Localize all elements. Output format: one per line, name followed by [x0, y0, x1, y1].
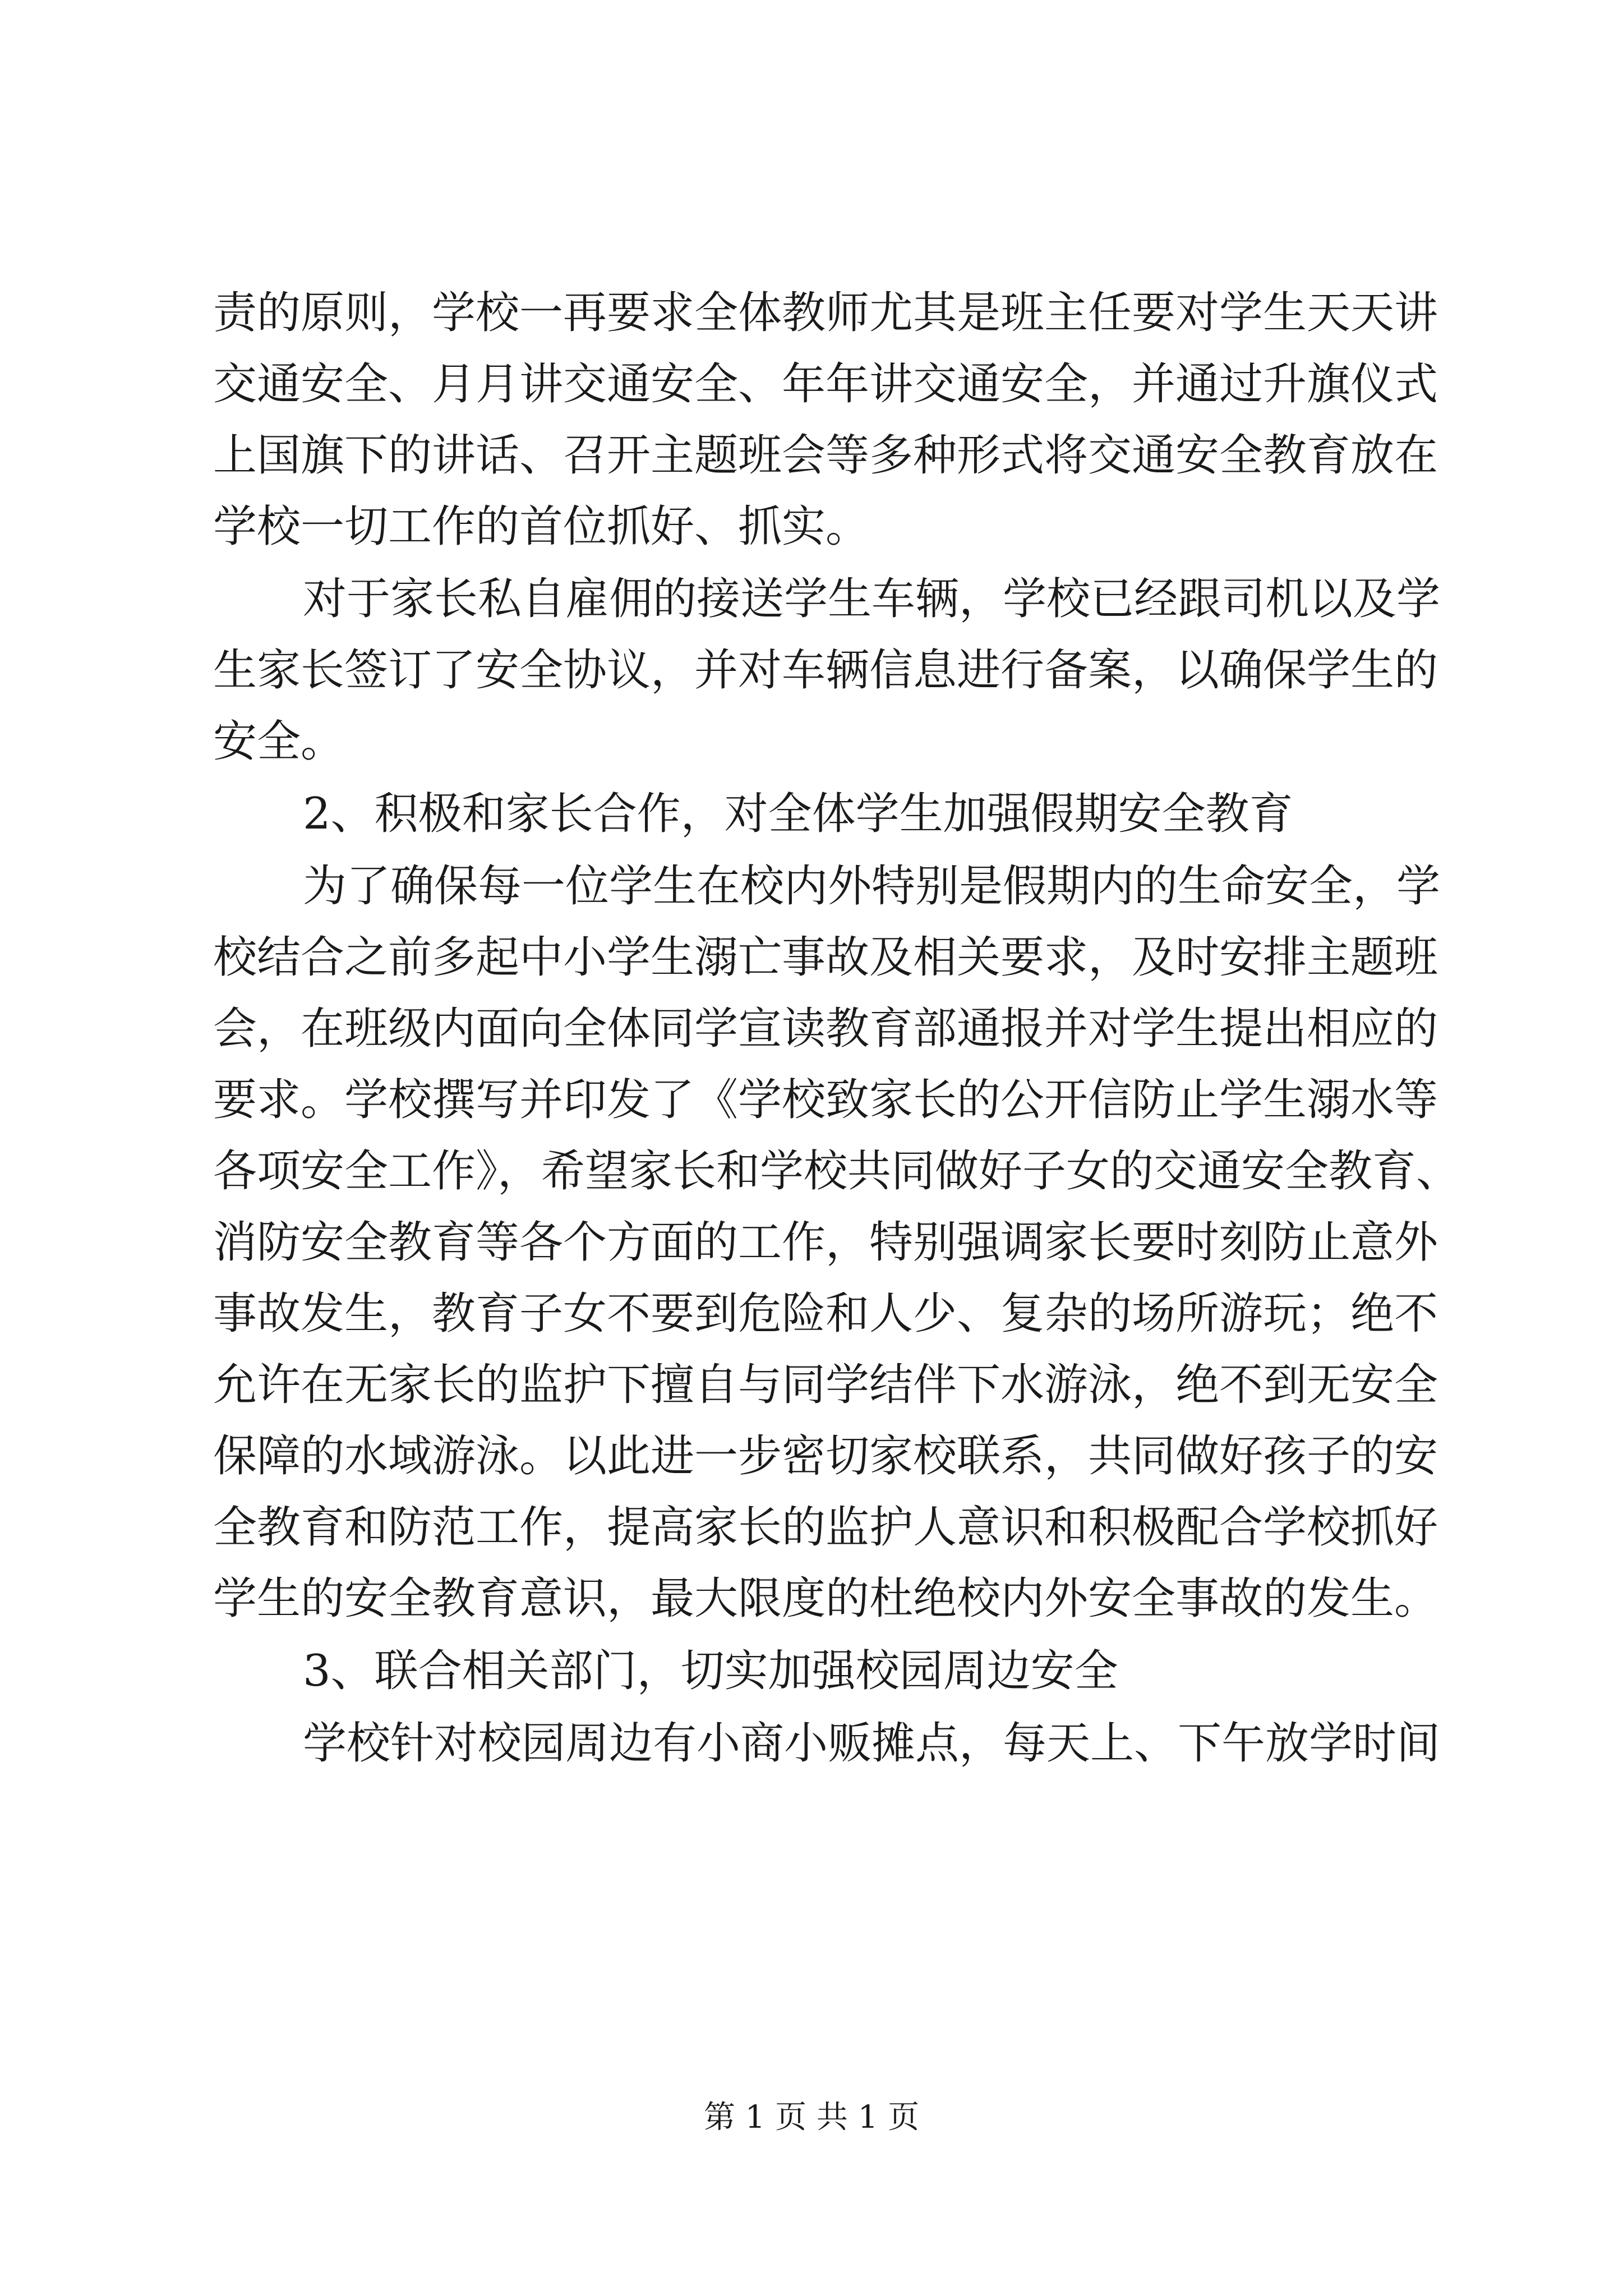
text-line: 学生的安全教育意识，最大限度的杜绝校内外安全事故的发生。 [213, 1573, 1438, 1624]
text-line: 消防安全教育等各个方面的工作，特别强调家长要时刻防止意外 [213, 1217, 1438, 1268]
text-line: 会，在班级内面向全体同学宣读教育部通报并对学生提出相应的 [213, 1004, 1438, 1054]
text-line-indented: 对于家长私自雇佣的接送学生车辆，学校已经跟司机以及学 [303, 574, 1441, 624]
text-line: 学校一切工作的首位抓好、抓实。 [213, 501, 870, 552]
text-line: 事故发生，教育子女不要到危险和人少、复杂的场所游玩；绝不 [213, 1289, 1438, 1339]
section-heading: 3、联合相关部门，切实加强校园周边安全 [303, 1646, 1118, 1696]
text-line-indented: 学校针对校园周边有小商小贩摊点，每天上、下午放学时间 [303, 1718, 1441, 1769]
text-line: 全教育和防范工作，提高家长的监护人意识和积极配合学校抓好 [213, 1502, 1438, 1553]
text-line: 校结合之前多起中小学生溺亡事故及相关要求，及时安排主题班 [213, 932, 1438, 983]
section-heading: 2、积极和家长合作，对全体学生加强假期安全教育 [303, 789, 1293, 839]
text-line: 交通安全、月月讲交通安全、年年讲交通安全，并通过升旗仪式 [213, 359, 1438, 409]
text-line-indented: 为了确保每一位学生在校内外特别是假期内的生命安全，学 [303, 861, 1441, 912]
page-footer: 第 1 页 共 1 页 [703, 2099, 920, 2136]
text-line: 安全。 [213, 716, 345, 767]
text-line: 责的原则，学校一再要求全体教师尤其是班主任要对学生天天讲 [213, 288, 1438, 338]
text-line: 各项安全工作》，希望家长和学校共同做好子女的交通安全教育、 [213, 1146, 1460, 1197]
text-line: 生家长签订了安全协议，并对车辆信息进行备案，以确保学生的 [213, 645, 1438, 696]
text-line: 允许在无家长的监护下擅自与同学结伴下水游泳，绝不到无安全 [213, 1360, 1438, 1410]
text-line: 要求。学校撰写并印发了《学校致家长的公开信防止学生溺水等 [213, 1075, 1438, 1125]
text-line: 上国旗下的讲话、召开主题班会等多种形式将交通安全教育放在 [213, 430, 1438, 481]
text-line: 保障的水域游泳。以此进一步密切家校联系，共同做好孩子的安 [213, 1431, 1438, 1481]
